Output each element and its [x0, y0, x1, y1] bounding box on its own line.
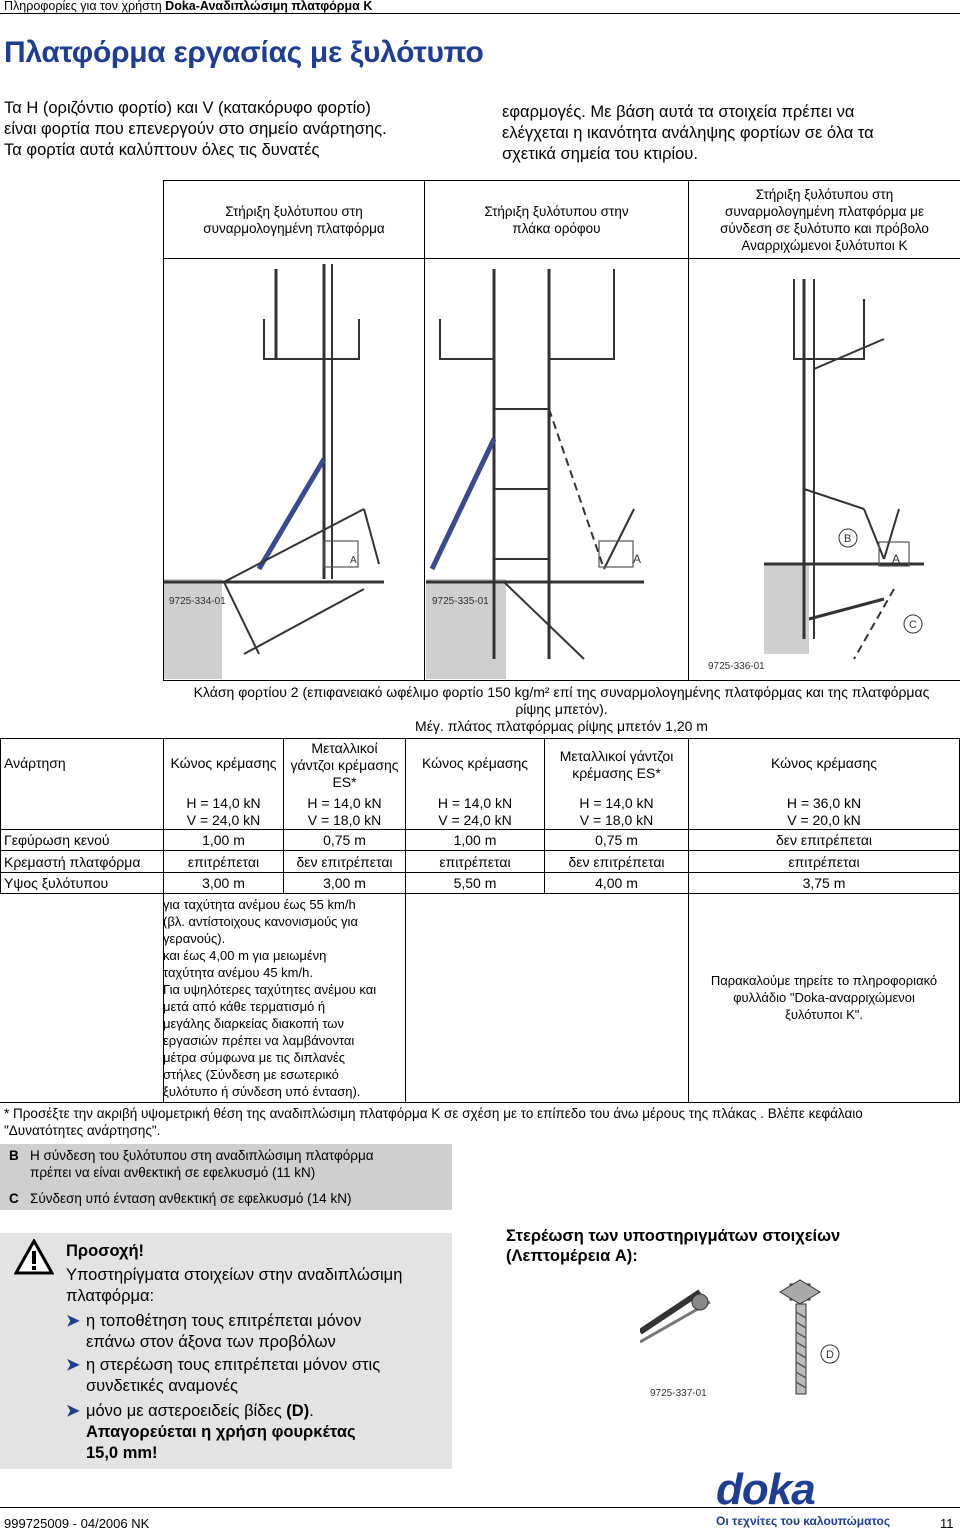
figure-3-label-a: A	[892, 552, 901, 566]
intro-right-line: σχετικά σημεία του κτιρίου.	[502, 145, 698, 163]
wind-note-line: και έως 4,00 m για μειωμένη	[163, 948, 327, 963]
warning-bullet-line: επάνω στον άξονα των προβόλων	[86, 1333, 336, 1351]
column-header-3	[689, 181, 960, 258]
intro-right-line: ελέγχεται η ικανότητα ανάληψης φορτίων σε όλα τα	[502, 124, 874, 142]
warning-bullet-bold: Απαγορεύεται η χρήση φουρκέτας	[86, 1423, 356, 1441]
warning-lines	[66, 1265, 450, 1307]
warning-bullet-text: μόνο με αστεροειδείς βίδες	[86, 1402, 287, 1420]
figure-3-label-c: C	[909, 619, 917, 631]
figure-2-drawing	[426, 269, 644, 679]
detail-title-line: Στερέωση των υποστηριγμάτων στοιχείων	[506, 1227, 841, 1245]
metal-hook-2	[545, 748, 688, 782]
load-values-2a	[406, 795, 544, 829]
page-number: 11	[940, 1516, 954, 1531]
metal-hook-line: Μεταλλικοί	[311, 740, 378, 756]
wind-note-line: ξυλότυπο ή σύνδεση υπό ένταση).	[163, 1084, 361, 1099]
wind-note-line: εργασιών πρέπει να λαμβάνονται	[163, 1033, 355, 1048]
info-note-line: Παρακαλούμε τηρείτε το πληροφοριακό	[710, 973, 938, 988]
footnote-line: * Προσέξτε την ακριβή υψομετρική θέση της αναδιπλώσιμη πλατφόρμα K σε σχέση με το επίπεδο του άνω μέρους της πλάκας . Βλέπε κεφάλαιο	[4, 1106, 863, 1121]
doka-slogan: Οι τεχνίτες του καλουπώματος	[716, 1514, 891, 1528]
row-value: 1,00 m	[453, 832, 497, 848]
intro-right-line: εφαρμογές. Με βάση αυτά τα στοιχεία πρέπει να	[502, 103, 855, 121]
grid-line	[0, 738, 1, 893]
intro-left-line: Τα H (οριζόντιο φορτίο) και V (κατακόρυφο φορτίο)	[4, 99, 371, 117]
load-value: V = 24,0 kN	[438, 812, 512, 828]
note-b-box	[0, 1144, 452, 1188]
intro-left	[4, 98, 474, 161]
warning-bullet-ref: (D)	[286, 1402, 310, 1420]
load-value: V = 24,0 kN	[186, 812, 261, 828]
info-note	[689, 972, 959, 1023]
warning-bullet-line: η στερέωση τους επιτρέπεται μόνον στις	[86, 1356, 381, 1374]
load-value: V = 18,0 kN	[307, 812, 382, 828]
column-header-line: πλάκα ορόφου	[512, 220, 601, 236]
wind-note-line: γερανούς).	[163, 931, 226, 946]
figure-3-label-b: B	[844, 533, 852, 545]
figure-2-label-a: A	[633, 552, 642, 566]
wind-note-line: Για υψηλότερες ταχύτητες ανέμου και	[163, 982, 377, 997]
figure-3-drawing	[764, 279, 924, 659]
intro-left-line: είναι φορτία που επενεργούν στο σημείο ανάρτησης.	[4, 120, 387, 138]
row-value: 1,00 m	[202, 832, 245, 848]
wind-note-line: για ταχύτητα ανέμου έως 55 km/h	[163, 897, 356, 912]
metal-hook-1	[284, 740, 405, 791]
load-values-2b	[545, 795, 688, 829]
grid-line	[0, 850, 960, 851]
row-value: 4,00 m	[595, 875, 638, 891]
warning-title: Προσοχή!	[66, 1242, 145, 1260]
detail-title	[506, 1226, 956, 1266]
load-value: H = 14,0 kN	[437, 795, 513, 811]
wind-note-line: (βλ. αντίστοιχους κανονισμούς για	[163, 914, 358, 929]
hanger-cone-2: Κώνος κρέμασης	[421, 755, 529, 771]
running-header	[0, 0, 960, 14]
warning-line: Υποστηρίγματα στοιχείων στην αναδιπλώσιμη	[66, 1266, 403, 1284]
row-value: δεν επιτρέπεται	[296, 854, 393, 870]
column-header-line: Στήριξη ξυλότυπου στη	[225, 203, 363, 219]
warning-bullet-3	[86, 1401, 450, 1464]
load-class-line: Μέγ. πλάτος πλατφόρμας ρίψης μπετόν 1,20 m	[415, 718, 708, 734]
hanger-cone-1: Κώνος κρέμασης	[170, 755, 277, 771]
grid-line	[163, 680, 960, 681]
row-value: 0,75 m	[595, 832, 638, 848]
warning-bullet-line: συνδετικές αναμονές	[86, 1377, 238, 1395]
load-class-line: ρίψης μπετόν).	[515, 701, 608, 717]
figure-1-label-a: A	[350, 555, 357, 566]
row-value: επιτρέπεται	[187, 854, 260, 870]
doka-logo: doka	[716, 1465, 815, 1514]
grid-line	[0, 738, 960, 739]
figure-1-code: 9725-334-01	[169, 596, 226, 607]
load-class-line: Κλάση φορτίου 2 (επιφανειακό ωφέλιμο φορτίο 150 kg/m² επί της συναρμολογημένης πλατφόρμας και της πλατφόρμας	[193, 684, 930, 700]
row-value: 3,00 m	[202, 875, 245, 891]
wind-note-line: ταχύτητα ανέμου 45 km/h.	[163, 965, 313, 980]
wind-note-line: στήλες (Σύνδεση με εσωτερικό	[163, 1067, 339, 1082]
wind-note-line: μεγάλης διαρκείας διακοπή των	[163, 1016, 344, 1031]
column-header-line: Αναρριχώμενοι ξυλότυποι K	[741, 237, 908, 253]
metal-hook-line: κρέμασης ES*	[572, 765, 661, 781]
column-header-2	[425, 181, 688, 258]
info-note-line: ξυλότυποι K".	[785, 1007, 863, 1022]
intro-right	[502, 102, 952, 165]
column-header-1	[164, 181, 424, 258]
load-value: H = 36,0 kN	[786, 795, 862, 811]
wind-note-line: μετά από κάθε τερματισμό ή	[163, 999, 326, 1014]
load-values-1a	[164, 795, 283, 829]
figure-2-code: 9725-335-01	[432, 596, 489, 607]
hanger-cone-3: Κώνος κρέμασης	[770, 755, 878, 771]
load-value: H = 14,0 kN	[579, 795, 654, 811]
footnote	[4, 1105, 959, 1139]
row-value: δεν επιτρέπεται	[775, 832, 873, 848]
bullet-arrow-icon: ➤	[66, 1312, 80, 1330]
figure-3-code: 9725-336-01	[708, 661, 765, 672]
load-class-text	[163, 684, 960, 735]
column-header-line: Στήριξη ξυλότυπου στη	[755, 186, 894, 202]
row-value: επιτρέπεται	[439, 854, 511, 870]
detail-title-line: (Λεπτομέρεια A):	[506, 1247, 638, 1265]
column-header-line: συναρμολογημένη πλατφόρμα με	[725, 203, 924, 219]
warning-bullet-bold: 15,0 mm!	[86, 1444, 158, 1462]
note-b-key: B	[9, 1148, 19, 1163]
note-b-line: πρέπει να είναι ανθεκτική σε εφελκυσμό (11 kN)	[30, 1165, 316, 1180]
footer-code: 999725009 - 04/2006 NK	[4, 1516, 150, 1531]
grid-line	[0, 829, 960, 830]
warning-icon	[14, 1239, 54, 1275]
load-values-1b	[284, 795, 405, 829]
load-values-3	[689, 795, 959, 829]
header-prefix: Πληροφορίες για τον χρήστη	[4, 0, 166, 13]
note-c-box	[0, 1188, 452, 1210]
metal-hook-line: γάντζοι κρέμασης	[290, 757, 399, 773]
column-header-line: συναρμολογημένη πλατφόρμα	[203, 220, 385, 236]
row-value: 3,00 m	[323, 875, 366, 891]
note-c-key: C	[9, 1191, 19, 1206]
grid-line	[688, 738, 689, 1102]
column-header-line: σύνδεση σε ξυλότυπο και πρόβολο	[720, 220, 929, 236]
intro-left-line: Τα φορτία αυτά καλύπτουν όλες τις δυνατές	[4, 141, 320, 159]
bullet-arrow-icon: ➤	[66, 1402, 80, 1420]
wind-note	[163, 896, 408, 1100]
note-b-text	[30, 1147, 374, 1181]
warning-bullet-1	[86, 1311, 450, 1353]
bullet-arrow-icon: ➤	[66, 1356, 80, 1374]
detail-label-d: D	[826, 1349, 834, 1361]
warning-bullet-2	[86, 1355, 450, 1397]
detail-a-drawing	[640, 1272, 880, 1412]
metal-hook-line: ES*	[332, 774, 357, 790]
warning-bullet-line: η τοποθέτηση τους επιτρέπεται μόνον	[86, 1312, 362, 1330]
header-doc: Doka-Αναδιπλώσιμη πλατφόρμα K	[165, 0, 373, 13]
row-value: 3,75 m	[802, 875, 846, 891]
row-value: δεν επιτρέπεται	[568, 854, 665, 870]
note-b-line: Η σύνδεση του ξυλότυπου στη αναδιπλώσιμη πλατφόρμα	[30, 1148, 374, 1163]
wind-note-line: μέτρα σύμφωνα με τις διπλανές	[163, 1050, 346, 1065]
row-value: 5,50 m	[453, 875, 497, 891]
row-label-height: Υψος ξυλότυπου	[4, 875, 109, 891]
row-value: 0,75 m	[323, 832, 366, 848]
load-value: H = 14,0 kN	[307, 795, 382, 811]
footer-line	[0, 1507, 960, 1508]
note-c-text: Σύνδεση υπό ένταση ανθεκτική σε εφελκυσμό (14 kN)	[30, 1191, 352, 1206]
metal-hook-line: Μεταλλικοί γάντζοι	[559, 748, 674, 764]
column-header-line: Στήριξη ξυλότυπου στην	[484, 203, 629, 219]
grid-line	[0, 893, 960, 894]
figure-1-drawing	[164, 264, 384, 679]
warning-line: πλατφόρμα:	[66, 1287, 155, 1305]
load-value: H = 14,0 kN	[186, 795, 261, 811]
row-label-gap: Γεφύρωση κενού	[4, 832, 110, 848]
load-value: V = 20,0 kN	[787, 812, 861, 828]
info-note-line: φυλλάδιο "Doka-αναρριχώμενοι	[733, 990, 915, 1005]
platform-drawings	[164, 259, 960, 679]
load-value: V = 18,0 kN	[579, 812, 654, 828]
page-title: Πλατφόρμα εργασίας με ξυλότυπο	[4, 36, 484, 69]
warning-box	[0, 1233, 452, 1469]
row-label-hanging: Κρεμαστή πλατφόρμα	[4, 854, 141, 870]
grid-line	[0, 1102, 960, 1103]
detail-code: 9725-337-01	[650, 1388, 707, 1399]
footnote-line: "Δυνατότητες ανάρτησης".	[4, 1123, 161, 1138]
row-value: επιτρέπεται	[788, 854, 860, 870]
label-anartisi: Ανάρτηση	[4, 755, 66, 771]
grid-line	[0, 872, 960, 873]
warning-bullet-text: .	[309, 1402, 314, 1420]
